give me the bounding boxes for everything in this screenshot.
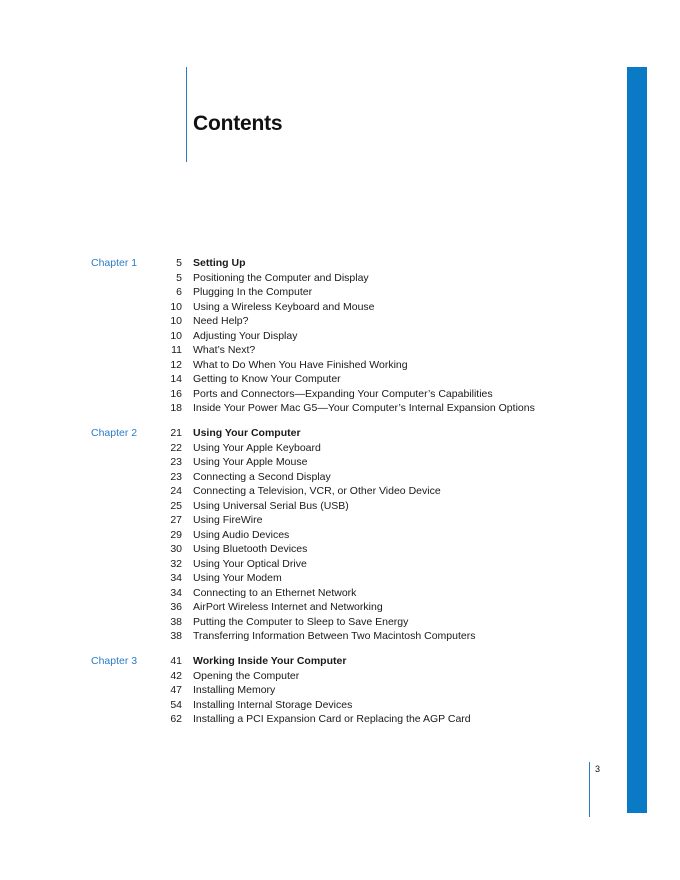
toc-page-number: 34 — [170, 572, 182, 584]
toc-page-number: 34 — [170, 586, 182, 599]
toc-page-number: 38 — [170, 630, 182, 642]
toc-entry-title: Working Inside Your Computer — [193, 655, 347, 667]
toc-entry-title: Installing a PCI Expansion Card or Replacing the AGP Card — [193, 713, 471, 725]
toc-page-number: 27 — [170, 514, 182, 526]
toc-page-number: 5 — [176, 271, 182, 284]
toc-entry-title: Inside Your Power Mac G5—Your Computer’s Internal Expansion Options — [193, 402, 535, 414]
toc-entry[interactable] — [0, 285, 620, 300]
toc-page-number: 18 — [170, 402, 182, 414]
toc-entry-title: Using Your Apple Mouse — [193, 456, 308, 468]
toc-entry-title: Connecting a Television, VCR, or Other Video Device — [193, 485, 441, 497]
toc-entry-title: Connecting to an Ethernet Network — [193, 586, 357, 599]
toc-entry[interactable] — [0, 698, 620, 713]
toc-page-number: 41 — [170, 655, 182, 667]
toc-entry[interactable] — [0, 683, 620, 698]
toc-page-number: 36 — [170, 601, 182, 613]
toc-entry[interactable] — [0, 271, 620, 286]
toc-page-number: 23 — [170, 456, 182, 468]
toc-entry-title: Opening the Computer — [193, 669, 300, 682]
toc-entry-title: Using Your Optical Drive — [193, 557, 307, 570]
toc-page-number: 11 — [171, 344, 182, 356]
toc-entry-title: Using Universal Serial Bus (USB) — [193, 499, 349, 512]
toc-chapter-heading[interactable] — [0, 654, 620, 669]
toc-entry[interactable] — [0, 387, 620, 402]
page-number-rule — [589, 762, 590, 817]
toc-page-number: 42 — [170, 669, 182, 682]
toc-entry-title: Using Your Apple Keyboard — [193, 441, 321, 454]
chapter-label: Chapter 2 — [91, 427, 138, 439]
toc-page-number: 25 — [170, 499, 182, 512]
toc-entry[interactable] — [0, 629, 620, 644]
toc-entry-title: Using Your Computer — [193, 427, 301, 439]
toc-entry[interactable] — [0, 557, 620, 572]
toc-entry[interactable] — [0, 484, 620, 499]
toc-entry[interactable] — [0, 358, 620, 373]
toc-entry[interactable] — [0, 372, 620, 387]
toc-entry[interactable] — [0, 513, 620, 528]
toc-entry[interactable] — [0, 300, 620, 315]
toc-entry-title: What’s Next? — [193, 344, 256, 356]
page-number: 3 — [595, 764, 601, 774]
toc-entry[interactable] — [0, 600, 620, 615]
toc-page-number: 24 — [170, 485, 182, 497]
toc-entry-title: Transferring Information Between Two Macintosh Computers — [193, 630, 476, 642]
toc-entry-title: Setting Up — [193, 257, 246, 269]
toc-entry[interactable] — [0, 314, 620, 329]
page-title: Contents — [193, 112, 283, 135]
toc-entry-title: Ports and Connectors—Expanding Your Computer’s Capabilities — [193, 387, 493, 400]
toc-entry[interactable] — [0, 499, 620, 514]
toc-page-number: 29 — [170, 528, 182, 541]
toc-page-number: 16 — [170, 387, 182, 400]
toc-entry-title: Installing Internal Storage Devices — [193, 698, 353, 711]
toc-entry-title: Using Your Modem — [193, 572, 282, 584]
toc-page-number: 6 — [176, 286, 182, 298]
side-color-bar — [627, 67, 647, 813]
toc-page-number: 54 — [170, 698, 182, 711]
toc-entry-title: Using Audio Devices — [193, 528, 290, 541]
toc-entry-title: Using FireWire — [193, 514, 263, 526]
toc-entry-title: Putting the Computer to Sleep to Save Energy — [193, 615, 409, 628]
toc-page-number: 62 — [170, 713, 182, 725]
toc-entry-title: Using Bluetooth Devices — [193, 543, 308, 555]
toc-page-number: 12 — [170, 358, 182, 371]
toc-entry-title: Positioning the Computer and Display — [193, 271, 369, 284]
toc-entry[interactable] — [0, 470, 620, 485]
toc-page-number: 47 — [170, 684, 182, 696]
toc-entry-title: What to Do When You Have Finished Working — [193, 358, 408, 371]
toc-entry[interactable] — [0, 571, 620, 586]
toc-chapter-heading[interactable] — [0, 256, 620, 271]
toc-page-number: 5 — [176, 257, 182, 269]
chapter-label: Chapter 1 — [91, 257, 138, 269]
toc-entry-title: Connecting a Second Display — [193, 470, 331, 483]
toc-entry-title: Getting to Know Your Computer — [193, 373, 341, 385]
toc-page-number: 21 — [170, 427, 182, 439]
toc-page-number: 30 — [170, 543, 182, 555]
toc-entry[interactable] — [0, 401, 620, 416]
chapter-label: Chapter 3 — [91, 655, 138, 667]
toc-entry[interactable] — [0, 586, 620, 601]
toc-entry-title: Adjusting Your Display — [193, 329, 298, 342]
toc-entry[interactable] — [0, 528, 620, 543]
toc-entry[interactable] — [0, 542, 620, 557]
toc-page-number: 32 — [170, 557, 182, 570]
toc-page-number: 10 — [170, 300, 182, 313]
toc-entry[interactable] — [0, 712, 620, 727]
toc-page-number: 10 — [170, 329, 182, 342]
toc-chapter-heading[interactable] — [0, 426, 620, 441]
toc-page-number: 14 — [170, 373, 182, 385]
toc-entry[interactable] — [0, 343, 620, 358]
toc-entry[interactable] — [0, 455, 620, 470]
toc-entry[interactable] — [0, 669, 620, 684]
toc-entry-title: Installing Memory — [193, 684, 276, 696]
toc-page-number: 38 — [170, 615, 182, 628]
toc-entry-title: Plugging In the Computer — [193, 286, 313, 298]
title-rule — [186, 67, 187, 162]
toc-entry[interactable] — [0, 441, 620, 456]
toc-entry[interactable] — [0, 329, 620, 344]
toc-entry-title: AirPort Wireless Internet and Networking — [193, 601, 383, 613]
toc-page-number: 22 — [170, 441, 182, 454]
toc-entry-title: Using a Wireless Keyboard and Mouse — [193, 300, 375, 313]
toc-entry[interactable] — [0, 615, 620, 630]
toc-entry-title: Need Help? — [193, 315, 249, 327]
toc-page-number: 23 — [170, 470, 182, 483]
toc-page-number: 10 — [170, 315, 182, 327]
